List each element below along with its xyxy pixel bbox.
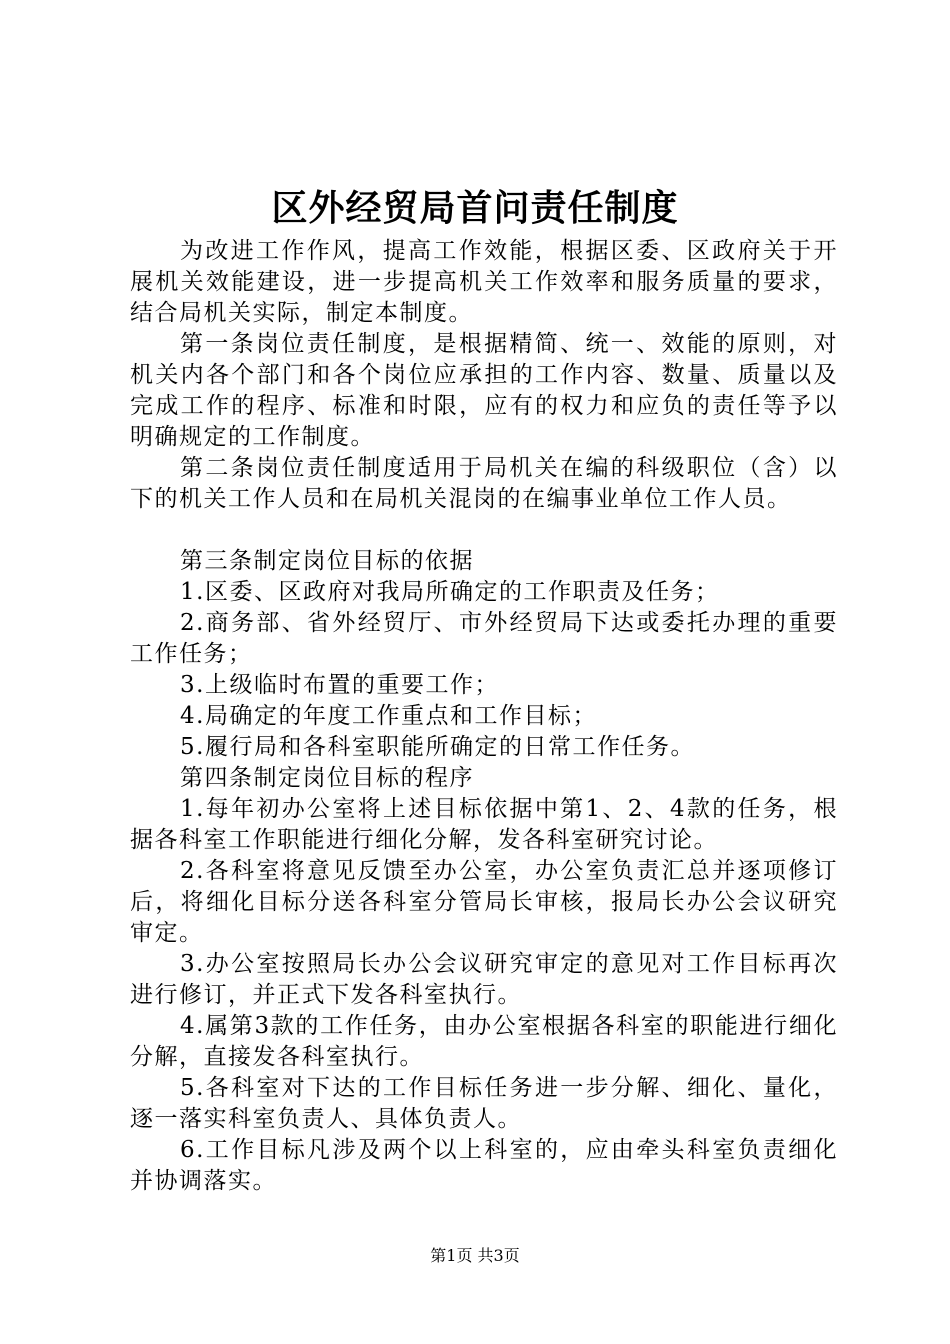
list-item: 4.属第3款的工作任务，由办公室根据各科室的职能进行细化分解，直接发各科室执行。 [130,1013,838,1070]
paragraph-article-2: 第二条岗位责任制度适用于局机关在编的科级职位（含）以下的机关工作人员和在局机关混岗的在编事业单位工作人员。 [130,455,838,512]
document-body [130,236,838,1197]
paragraph-article-1: 第一条岗位责任制度，是根据精简、统一、效能的原则，对机关内各个部门和各个岗位应承担的工作内容、数量、质量以及完成工作的程序、标准和时限，应有的权力和应负的责任等予以明确规定的工作制度。 [130,331,838,450]
list-item: 1.每年初办公室将上述目标依据中第1、2、4款的任务，根据各科室工作职能进行细化分解，发各科室研究讨论。 [130,796,838,853]
list-item: 3.办公室按照局长办公会议研究审定的意见对工作目标再次进行修订，并正式下发各科室执行。 [130,951,838,1008]
list-item: 5.履行局和各科室职能所确定的日常工作任务。 [180,734,695,760]
list-item: 2.商务部、省外经贸厅、市外经贸局下达或委托办理的重要工作任务； [130,610,838,667]
page-number-footer: 第1页 共3页 [430,1246,520,1265]
paragraph-intro: 为改进工作作风，提高工作效能，根据区委、区政府关于开展机关效能建设，进一步提高机关工作效率和服务质量的要求，结合局机关实际，制定本制度。 [130,238,838,326]
list-item: 4.局确定的年度工作重点和工作目标； [180,703,597,729]
paragraph-article-4-heading: 第四条制定岗位目标的程序 [180,765,474,791]
paragraph-article-3-heading: 第三条制定岗位目标的依据 [180,548,474,574]
list-item: 6.工作目标凡涉及两个以上科室的，应由牵头科室负责细化并协调落实。 [130,1137,838,1194]
list-item: 2.各科室将意见反馈至办公室，办公室负责汇总并逐项修订后，将细化目标分送各科室分管局长审核，报局长办公会议研究审定。 [130,858,838,946]
list-item: 5.各科室对下达的工作目标任务进一步分解、细化、量化，逐一落实科室负责人、具体负责人。 [130,1075,838,1132]
list-item: 1.区委、区政府对我局所确定的工作职责及任务； [180,579,720,605]
document-title: 区外经贸局首问责任制度 [271,187,679,229]
list-item: 3.上级临时布置的重要工作； [180,672,499,698]
